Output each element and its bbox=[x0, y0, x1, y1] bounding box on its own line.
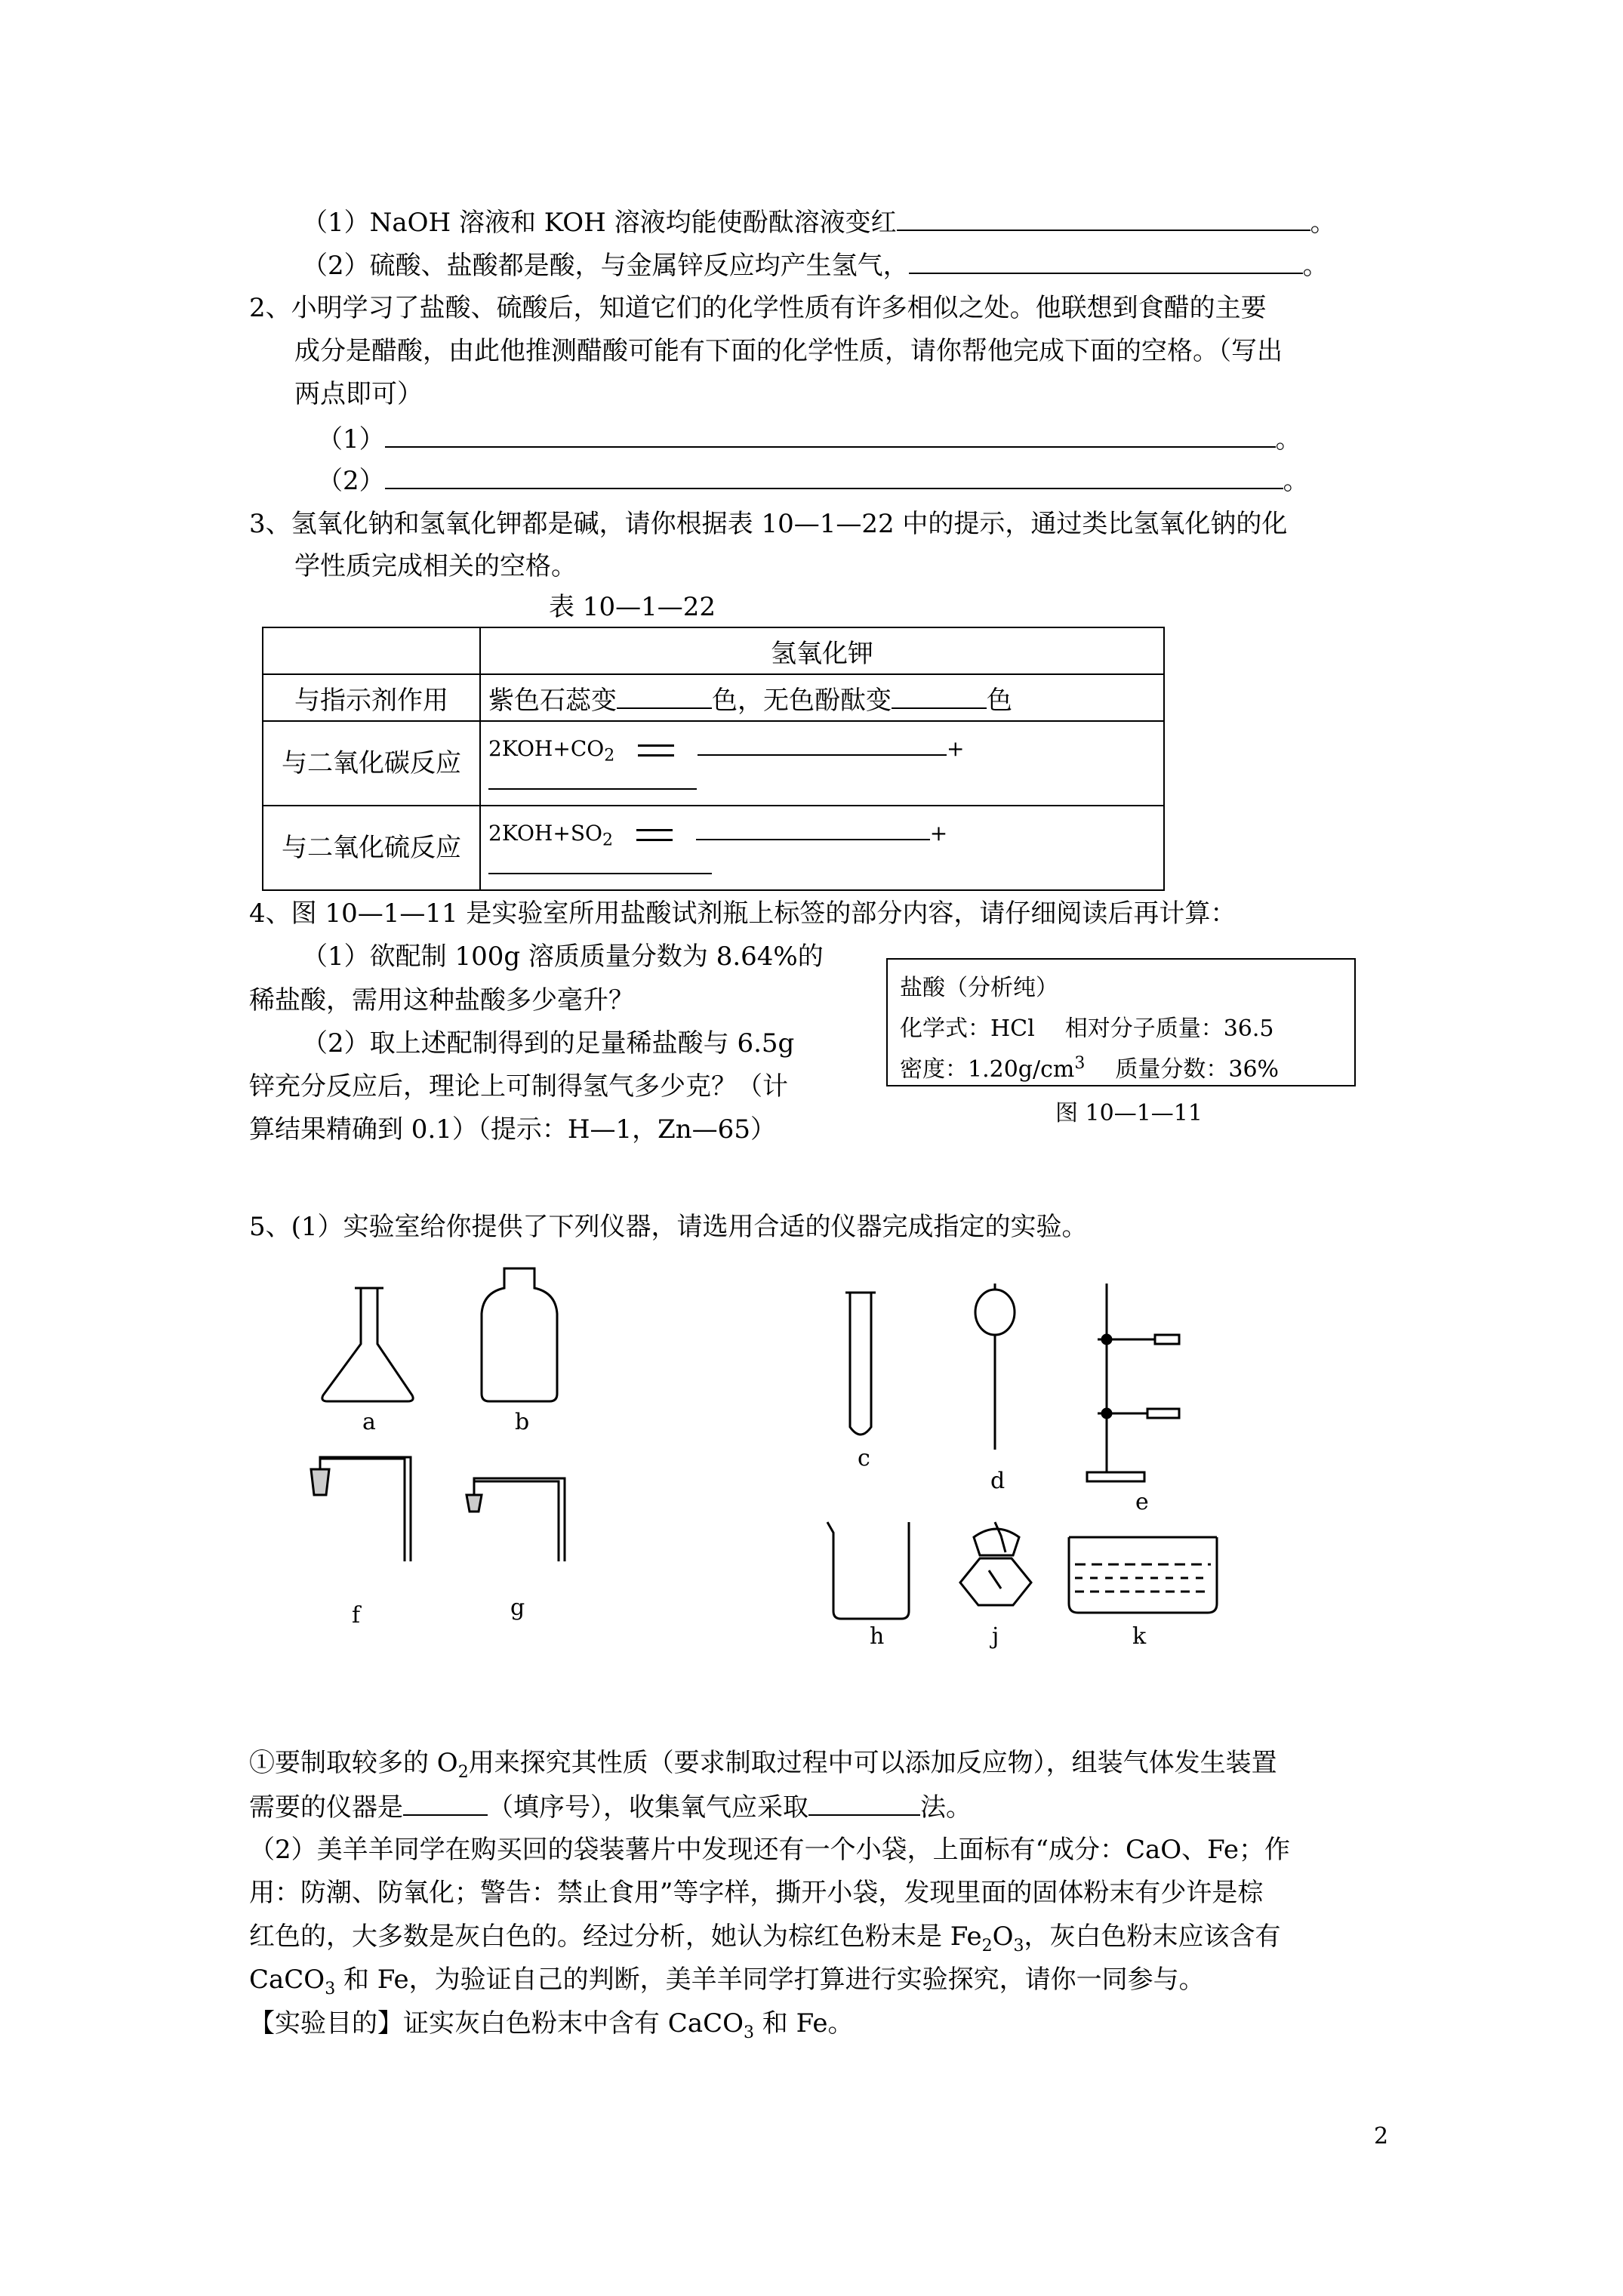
q2-item-2: （2） 。 bbox=[317, 466, 1309, 496]
q3-line-2: 学性质完成相关的空格。 bbox=[294, 551, 577, 581]
alcohol-lamp-icon bbox=[960, 1522, 1031, 1605]
label-density: 密度：$1.20g/cm^3$ 质量分数：36% bbox=[900, 1054, 1280, 1083]
q4-part1-b: 稀盐酸，需用这种盐酸多少毫升？ bbox=[249, 985, 634, 1015]
apparatus-label-g: g bbox=[510, 1595, 525, 1621]
label-formula: 化学式：HCl 相对分子质量：36.5 bbox=[900, 1015, 1274, 1042]
delivery-tube-icon bbox=[311, 1457, 411, 1561]
delivery-tube-small-icon bbox=[467, 1478, 565, 1561]
row-co2-label: 与二氧化碳反应 bbox=[263, 721, 480, 806]
collection-method-blank[interactable] bbox=[808, 1792, 920, 1816]
q1-sentence-1: （1）NaOH 溶液和 KOH 溶液均能使酚酞溶液变红 。 bbox=[302, 208, 1336, 238]
label-title: 盐酸（分析纯） bbox=[900, 975, 1058, 1001]
page-number: 2 bbox=[1374, 2123, 1389, 2150]
q4-part2-a: （2）取上述配制得到的足量稀盐酸与 6.5g bbox=[302, 1028, 795, 1059]
q5-experiment-goal: 【实验目的】证实灰白色粉末中含有 CaCO$_3$ 和 Fe。 bbox=[249, 2008, 854, 2042]
q4-line-1: 4、图 10—1—11 是实验室所用盐酸试剂瓶上标签的部分内容，请仔细阅读后再计算： bbox=[249, 898, 1236, 929]
q1-sentence-2: （2）硫酸、盐酸都是酸，与金属锌反应均产生氢气， 。 bbox=[302, 251, 1329, 281]
q5-p2-line-3: 红色的，大多数是灰白色的。经过分析，她认为棕红色粉末是 $Fe_2O_3$，灰白色粉末应该含有 bbox=[249, 1922, 1281, 1955]
apparatus-answer-blank[interactable] bbox=[403, 1792, 488, 1816]
beaker-icon bbox=[827, 1522, 909, 1619]
q2-line-2: 成分是醋酸，由此他推测醋酸可能有下面的化学性质，请你帮他完成下面的空格。（写出 bbox=[294, 336, 1283, 366]
q4-part2-c: 算结果精确到 0.1）（提示：H—1，Zn—65） bbox=[249, 1114, 776, 1145]
apparatus-label-a: a bbox=[362, 1409, 376, 1435]
row-indicator-label: 与指示剂作用 bbox=[263, 674, 480, 721]
water-trough-icon bbox=[1069, 1537, 1217, 1613]
row-co2-content: $2KOH+CO_2$ + bbox=[480, 721, 1164, 806]
apparatus-label-k: k bbox=[1132, 1623, 1147, 1650]
apparatus-label-c: c bbox=[858, 1445, 870, 1472]
conical-flask-icon bbox=[322, 1288, 413, 1401]
q3-line-1: 3、氢氧化钠和氢氧化钾都是碱，请你根据表 10—1—22 中的提示，通过类比氢氧化钠的化 bbox=[249, 509, 1288, 539]
q2-line-1: 2、小明学习了盐酸、硫酸后，知道它们的化学性质有许多相似之处。他联想到食醋的主要 bbox=[249, 293, 1267, 323]
q5-o2-line-2: 需要的仪器是 （填序号），收集氧气应采取 法。 bbox=[249, 1792, 972, 1823]
reagent-bottle-icon bbox=[482, 1268, 557, 1401]
funnel-icon bbox=[975, 1284, 1015, 1450]
q5-o2-line-1: ①要制取较多的 $O_2$用来探究其性质（要求制取过程中可以添加反应物），组装气体发生装置 bbox=[249, 1748, 1277, 1782]
apparatus-label-b: b bbox=[515, 1409, 530, 1435]
table-title: 表 10—1—22 bbox=[549, 592, 716, 622]
q4-part2-b: 锌充分反应后，理论上可制得氢气多少克？（计 bbox=[249, 1071, 788, 1102]
apparatus-label-f: f bbox=[352, 1602, 361, 1629]
iron-stand-icon bbox=[1087, 1284, 1179, 1481]
table-header: 氢氧化钾 bbox=[480, 627, 1164, 674]
apparatus-label-h: h bbox=[870, 1623, 885, 1650]
q5-p2-line-2: 用：防潮、防氧化；警告：禁止食用”等字样，撕开小袋，发现里面的固体粉末有少许是棕 bbox=[249, 1878, 1264, 1908]
figure-caption: 图 10—1—11 bbox=[1055, 1100, 1203, 1126]
q2-line-3: 两点即可） bbox=[294, 379, 423, 409]
row-indicator-content: 紫色石蕊变 色，无色酚酞变 色 bbox=[480, 674, 1164, 721]
q4-part1-a: （1）欲配制 100g 溶质质量分数为 8.64%的 bbox=[302, 942, 824, 972]
q5-p2-line-4: CaCO$_3$ 和 Fe，为验证自己的判断，美羊羊同学打算进行实验探究，请你一同参与。 bbox=[249, 1965, 1205, 1999]
apparatus-label-d: d bbox=[990, 1468, 1006, 1494]
q2-item-1: （1） 。 bbox=[317, 424, 1301, 455]
test-tube-icon bbox=[845, 1293, 876, 1435]
row-so2-content: $2KOH+SO_2$ + bbox=[480, 806, 1164, 890]
apparatus-label-e: e bbox=[1135, 1489, 1149, 1515]
apparatus-label-j: j bbox=[992, 1623, 999, 1650]
q5-p2-line-1: （2）美羊羊同学在购买回的袋装薯片中发现还有一个小袋，上面标有“成分：CaO、Fe；作 bbox=[249, 1835, 1291, 1865]
row-so2-label: 与二氧化硫反应 bbox=[263, 806, 480, 890]
q5-line-1: 5、(1）实验室给你提供了下列仪器，请选用合适的仪器完成指定的实验。 bbox=[249, 1212, 1088, 1242]
